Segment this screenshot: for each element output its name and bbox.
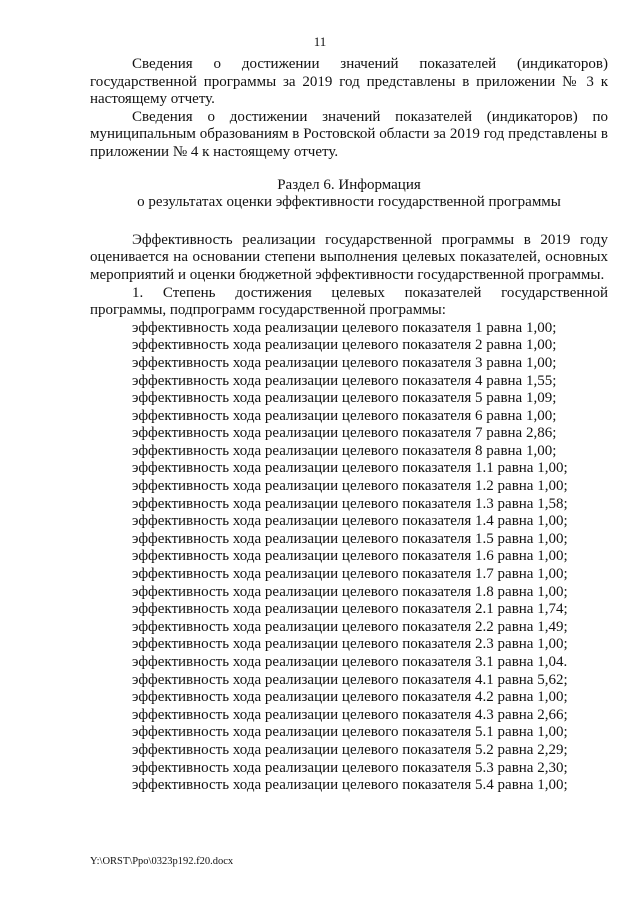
efficiency-list-item: эффективность хода реализации целевого показателя 1.1 равна 1,00; — [132, 460, 568, 477]
section-subtitle: о результатах оценки эффективности государственной программы — [137, 194, 561, 211]
efficiency-list-item: эффективность хода реализации целевого показателя 5 равна 1,09; — [132, 390, 557, 407]
efficiency-list-item: эффективность хода реализации целевого показателя 5.3 равна 2,30; — [132, 759, 568, 776]
efficiency-list-item: эффективность хода реализации целевого показателя 5.2 равна 2,29; — [132, 741, 568, 758]
spacer — [90, 162, 608, 177]
efficiency-list-item: эффективность хода реализации целевого показателя 8 равна 1,00; — [132, 442, 557, 459]
efficiency-list-item: эффективность хода реализации целевого показателя 1 равна 1,00; — [132, 319, 557, 336]
efficiency-list-item: эффективность хода реализации целевого показателя 1.4 равна 1,00; — [132, 513, 568, 530]
efficiency-list-item: эффективность хода реализации целевого показателя 7 равна 2,86; — [132, 425, 557, 442]
efficiency-list-item: эффективность хода реализации целевого показателя 2.3 равна 1,00; — [132, 636, 568, 653]
efficiency-list-item: эффективность хода реализации целевого показателя 2 равна 1,00; — [132, 337, 557, 354]
efficiency-list-item: эффективность хода реализации целевого показателя 5.1 равна 1,00; — [132, 724, 568, 741]
efficiency-list-item: эффективность хода реализации целевого показателя 1.8 равна 1,00; — [132, 583, 568, 600]
efficiency-list-item: эффективность хода реализации целевого показателя 2.2 равна 1,49; — [132, 618, 568, 635]
efficiency-list-item: эффективность хода реализации целевого показателя 5.4 равна 1,00; — [132, 777, 568, 794]
efficiency-list-item: эффективность хода реализации целевого показателя 4 равна 1,55; — [132, 372, 557, 389]
page-number: 11 — [313, 34, 327, 49]
efficiency-list-item: эффективность хода реализации целевого показателя 2.1 равна 1,74; — [132, 601, 568, 618]
efficiency-list-item: эффективность хода реализации целевого показателя 1.2 равна 1,00; — [132, 478, 568, 495]
efficiency-list-item: эффективность хода реализации целевого показателя 4.1 равна 5,62; — [132, 671, 568, 688]
paragraph-indicators-appendix-3: Сведения о достижении значений показателей (индикаторов) государственной программы за 2019 год представлены в приложении № 3 к настоящему отчету. — [90, 56, 608, 108]
efficiency-list-item: эффективность хода реализации целевого показателя 1.6 равна 1,00; — [132, 548, 568, 565]
efficiency-list-item: эффективность хода реализации целевого показателя 1.7 равна 1,00; — [132, 566, 568, 583]
efficiency-list-item: эффективность хода реализации целевого показателя 4.3 равна 2,66; — [132, 706, 568, 723]
spacer — [90, 212, 608, 232]
footer-file-path: Y:\ORST\Ppo\0323p192.f20.docx — [90, 856, 234, 867]
paragraph-intro: Эффективность реализации государственной программы в 2019 году оценивается на основании степени выполнения целевых показателей, основных мероприятий и оценки бюджетной эффективности государственной программы. — [90, 231, 608, 283]
efficiency-list-item: эффективность хода реализации целевого показателя 6 равна 1,00; — [132, 407, 557, 424]
efficiency-list — [90, 320, 608, 795]
paragraph-indicators-appendix-4: Сведения о достижении значений показателей (индикаторов) по муниципальным образованиям в Ростовской области за 2019 год представлены в приложении № 4 к настоящему отчету. — [90, 108, 608, 160]
document-body — [90, 56, 608, 795]
efficiency-list-item: эффективность хода реализации целевого показателя 3.1 равна 1,04. — [132, 654, 568, 670]
efficiency-list-item: эффективность хода реализации целевого показателя 3 равна 1,00; — [132, 354, 557, 371]
efficiency-list-item: эффективность хода реализации целевого показателя 4.2 равна 1,00; — [132, 689, 568, 706]
efficiency-list-item: эффективность хода реализации целевого показателя 1.5 равна 1,00; — [132, 530, 568, 547]
paragraph-item-1: 1. Степень достижения целевых показателей государственной программы, подпрограмм государственной программы: — [90, 284, 608, 319]
efficiency-list-item: эффективность хода реализации целевого показателя 1.3 равна 1,58; — [132, 495, 568, 512]
section-title: Раздел 6. Информация — [277, 176, 421, 193]
